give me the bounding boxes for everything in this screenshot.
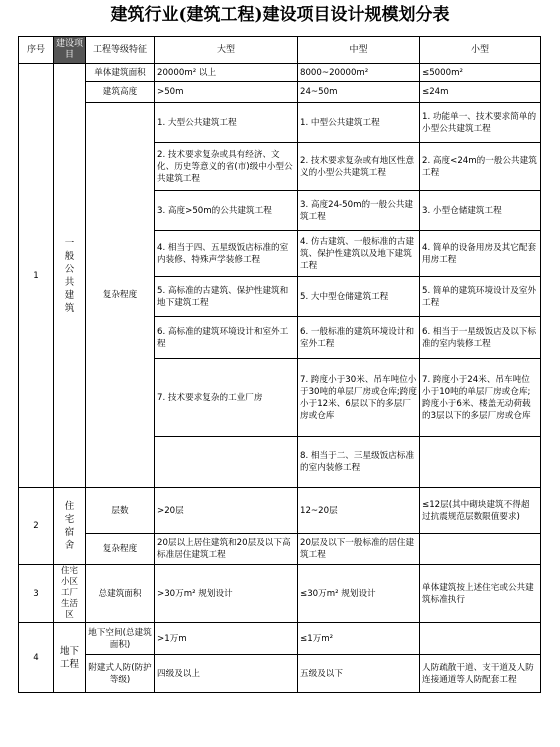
table-row xyxy=(19,64,541,82)
small-cell: 5. 简单的建筑环境设计及室外工程 xyxy=(420,277,541,317)
medium-cell: 3. 高度24-50m的一般公共建筑工程 xyxy=(298,191,420,231)
large-cell: 4. 相当于四、五星级饭店标准的室内装修、特殊声学装修工程 xyxy=(155,231,298,277)
large-cell: 3. 高度>50m的公共建筑工程 xyxy=(155,191,298,231)
feature-cell: 复杂程度 xyxy=(86,534,155,565)
large-cell: 6. 高标准的建筑环境设计和室外工程 xyxy=(155,317,298,359)
large-cell: >1万m xyxy=(155,623,298,655)
group-name-text: 住宅宿舍 xyxy=(64,501,75,551)
header-small: 小型 xyxy=(420,37,541,64)
table-row xyxy=(19,534,541,565)
group-name-text: 住宅小区工厂生活区 xyxy=(60,566,78,620)
medium-cell: 8. 相当于二、三星级饭店标准的室内装修工程 xyxy=(298,437,420,488)
feature-cell: 复杂程度 xyxy=(86,103,155,488)
header-feature: 工程等级特征 xyxy=(86,37,155,64)
large-cell: 1. 大型公共建筑工程 xyxy=(155,103,298,143)
large-cell: >50m xyxy=(155,82,298,103)
small-cell: ≤24m xyxy=(420,82,541,103)
medium-cell: 4. 仿古建筑、一般标准的古建筑、保护性建筑以及地下建筑工程 xyxy=(298,231,420,277)
table-row xyxy=(19,655,541,693)
large-cell: 20层以上居住建筑和20层及以下高标准居住建筑工程 xyxy=(155,534,298,565)
header-project: 建设项目 xyxy=(54,37,86,64)
small-cell xyxy=(420,623,541,655)
small-cell: 2. 高度<24m的一般公共建筑工程 xyxy=(420,143,541,191)
small-cell: 3. 小型仓储建筑工程 xyxy=(420,191,541,231)
feature-cell: 单体建筑面积 xyxy=(86,64,155,82)
feature-cell: 地下空间(总建筑面积) xyxy=(86,623,155,655)
medium-cell: 8000~20000m² xyxy=(298,64,420,82)
small-cell: 4. 简单的设备用房及其它配套用房工程 xyxy=(420,231,541,277)
table-title: 建筑行业(建筑工程)建设项目设计规模划分表 xyxy=(110,5,450,25)
header-seq: 序号 xyxy=(19,37,54,64)
small-cell xyxy=(420,534,541,565)
small-cell: 7. 跨度小于24米、吊车吨位小于10吨的单层厂房或仓库;跨度小于6米、楼盖无动荷载的3层以下的多层厂房或仓库 xyxy=(420,359,541,437)
medium-cell: 5. 大中型仓储建筑工程 xyxy=(298,277,420,317)
group-seq: 2 xyxy=(19,488,54,565)
medium-cell: 五级及以下 xyxy=(298,655,420,693)
medium-cell: 24~50m xyxy=(298,82,420,103)
medium-cell: 2. 技术要求复杂或有地区性意义的小型公共建筑工程 xyxy=(298,143,420,191)
feature-cell: 建筑高度 xyxy=(86,82,155,103)
large-cell: >20层 xyxy=(155,488,298,534)
group-name xyxy=(54,623,86,693)
large-cell: 5. 高标准的古建筑、保护性建筑和地下建筑工程 xyxy=(155,277,298,317)
small-cell: ≤5000m² xyxy=(420,64,541,82)
group-seq: 4 xyxy=(19,623,54,693)
feature-cell: 附建式人防(防护等级) xyxy=(86,655,155,693)
group-seq: 1 xyxy=(19,64,54,488)
large-cell: 2. 技术要求复杂或具有经济、文化、历史等意义的省(市)级中小型公共建筑工程 xyxy=(155,143,298,191)
table-row xyxy=(19,623,541,655)
group-name xyxy=(54,488,86,565)
header-large: 大型 xyxy=(155,37,298,64)
medium-cell: 12~20层 xyxy=(298,488,420,534)
large-cell: >30万m² 规划设计 xyxy=(155,565,298,623)
feature-cell: 总建筑面积 xyxy=(86,565,155,623)
table-row xyxy=(19,82,541,103)
small-cell: 6. 相当于一星级饭店及以下标准的室内装修工程 xyxy=(420,317,541,359)
medium-cell: 1. 中型公共建筑工程 xyxy=(298,103,420,143)
header-medium: 中型 xyxy=(298,37,420,64)
table-row xyxy=(19,488,541,534)
medium-cell: 6. 一般标准的建筑环境设计和室外工程 xyxy=(298,317,420,359)
small-cell: ≤12层(其中砌块建筑不得超过抗震规范层数限值要求) xyxy=(420,488,541,534)
group-name xyxy=(54,565,86,623)
small-cell: 人防疏散干道、支干道及人防连接通道等人防配套工程 xyxy=(420,655,541,693)
table-row xyxy=(19,565,541,623)
medium-cell: 7. 跨度小于30米、吊车吨位小于30吨的单层厂房或仓库;跨度小于12米、6层以下的多层厂房或仓库 xyxy=(298,359,420,437)
large-cell: 7. 技术要求复杂的工业厂房 xyxy=(155,359,298,437)
group-name xyxy=(54,64,86,488)
large-cell xyxy=(155,437,298,488)
small-cell: 1. 功能单一、技术要求简单的小型公共建筑工程 xyxy=(420,103,541,143)
design-scale-table xyxy=(18,36,541,693)
group-seq: 3 xyxy=(19,565,54,623)
small-cell xyxy=(420,437,541,488)
medium-cell: ≤1万m² xyxy=(298,623,420,655)
table-row xyxy=(19,103,541,143)
medium-cell: 20层及以下一般标准的居住建筑工程 xyxy=(298,534,420,565)
large-cell: 四级及以上 xyxy=(155,655,298,693)
group-name-text: 地下工程 xyxy=(59,645,79,670)
header-row xyxy=(19,37,541,64)
large-cell: 20000m² 以上 xyxy=(155,64,298,82)
medium-cell: ≤30万m² 规划设计 xyxy=(298,565,420,623)
small-cell: 单体建筑按上述住宅或公共建筑标准执行 xyxy=(420,565,541,623)
feature-cell: 层数 xyxy=(86,488,155,534)
group-name-text: 一般公共建筑 xyxy=(64,237,75,314)
